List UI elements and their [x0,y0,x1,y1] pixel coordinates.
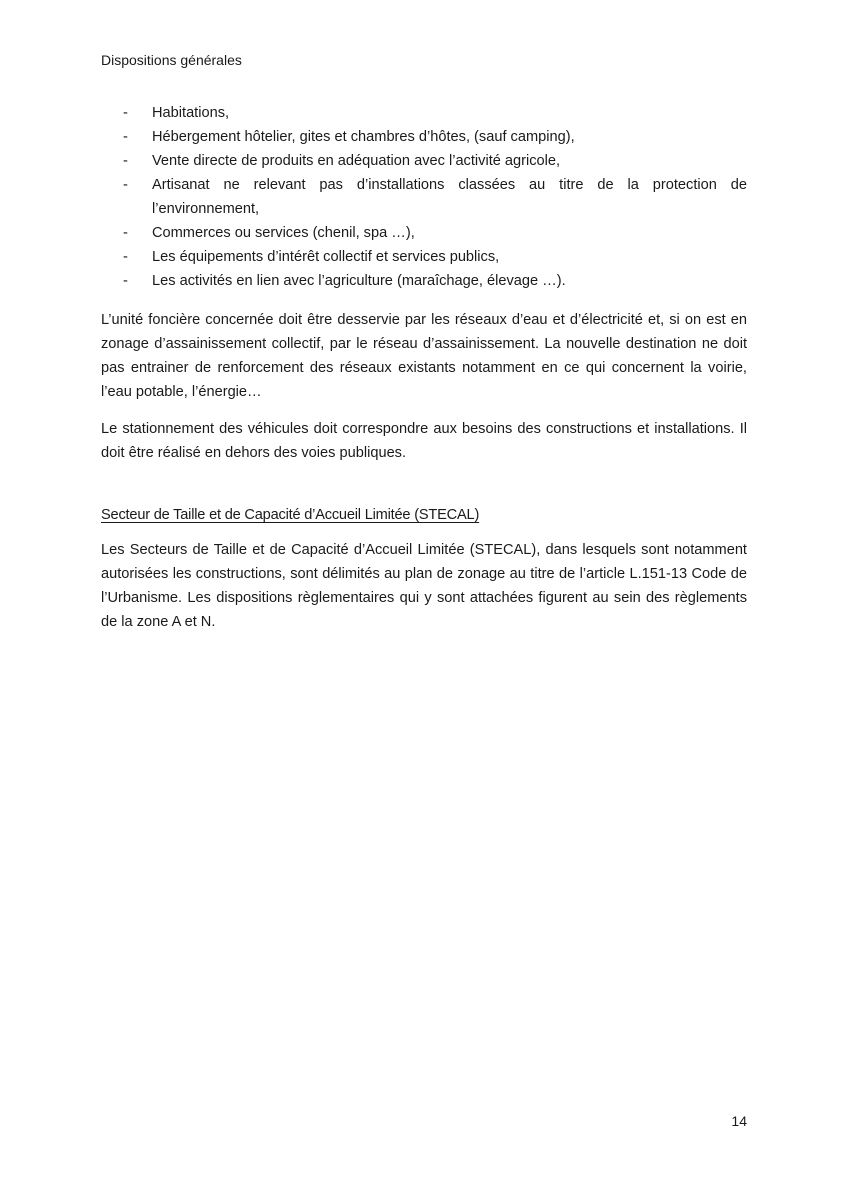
list-item-text: Les équipements d’intérêt collectif et services publics, [152,249,500,265]
destination-list [101,101,747,293]
list-item [101,149,747,173]
list-item [101,221,747,245]
parking-paragraph: Le stationnement des véhicules doit correspondre aux besoins des constructions et installations. Il doit être réalisé en dehors des voies publiques. [101,421,747,461]
stecal-paragraph: Les Secteurs de Taille et de Capacité d’Accueil Limitée (STECAL), dans lesquels sont notamment autorisées les constructions, sont délimités au plan de zonage au titre de l’article L.151-13 Code de l’Urbanisme. Les dispositions règlementaires qui y sont attachées figurent au sein des règlements de la zone A et N. [101,542,747,630]
list-dash: - [123,177,128,193]
list-item-text: Commerces ou services (chenil, spa …), [152,225,415,241]
list-dash: - [123,273,128,289]
list-item [101,101,747,125]
list-item [101,125,747,149]
list-item-text: Habitations, [152,105,230,121]
section-title: Secteur de Taille et de Capacité d’Accueil Limitée (STECAL) [101,507,480,523]
list-dash: - [123,249,128,265]
list-dash: - [123,129,128,145]
networks-paragraph: L’unité foncière concernée doit être desservie par les réseaux d’eau et d’électricité et, si on est en zonage d’assainissement collectif, par le réseau d’assainissement. La nouvelle destination ne doit pas entrainer de renforcement des réseaux existants notamment en ce qui concernent la voirie, l’eau potable, l’énergie… [101,312,747,400]
list-item-text: Hébergement hôtelier, gites et chambres d’hôtes, (sauf camping), [152,129,575,145]
running-header: Dispositions générales [101,52,242,68]
list-dash: - [123,105,128,121]
list-item-text: Artisanat ne relevant pas d’installations classées au titre de la protection de l’environnement, [152,177,747,217]
list-item [101,173,747,221]
page-number: 14 [731,1113,747,1129]
list-item [101,269,747,293]
list-item [101,245,747,269]
list-item-text: Vente directe de produits en adéquation avec l’activité agricole, [152,153,561,169]
list-dash: - [123,225,128,241]
list-item-text: Les activités en lien avec l’agriculture (maraîchage, élevage …). [152,273,566,289]
list-dash: - [123,153,128,169]
